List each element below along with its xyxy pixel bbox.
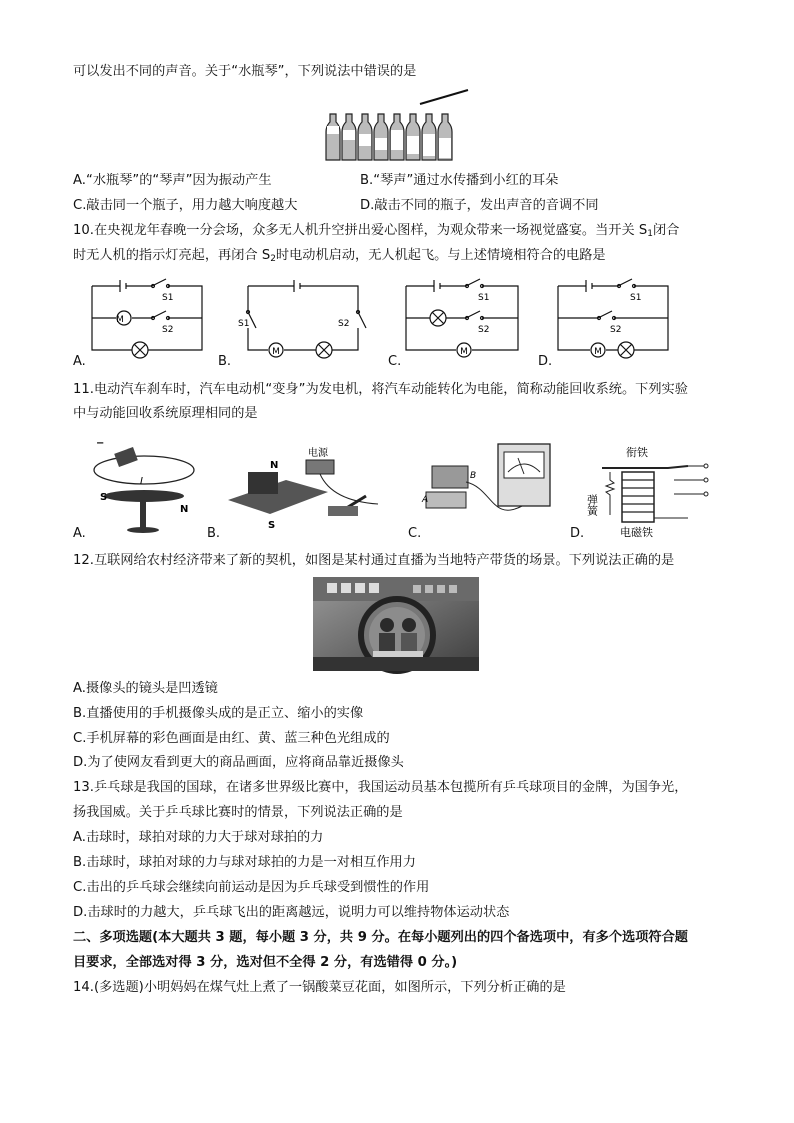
- q12-stem: 12.互联网给农村经济带来了新的契机，如图是某村通过直播为当地特产带货的场景。下列说法正确的是: [73, 553, 675, 568]
- motor-label: M: [460, 347, 468, 357]
- q13-stem-line2: 扬我国威。关于乒乓球比赛时的情景，下列说法正确的是: [73, 805, 403, 820]
- a-label: A: [422, 495, 429, 505]
- s-label: S: [268, 520, 276, 531]
- motor-label: M: [116, 315, 124, 325]
- q11-stem-line2: 中与动能回收系统原理相同的是: [73, 406, 258, 421]
- s2-label: S2: [162, 325, 174, 335]
- s1-label: S1: [630, 293, 642, 303]
- q13-option-b: B.击球时，球拍对球的力与球对球拍的力是一对相互作用力: [73, 855, 416, 870]
- s1-label: S1: [162, 293, 174, 303]
- motor-label: M: [272, 347, 280, 357]
- q13-option-c: C.击出的乒乓球会继续向前运动是因为乒乓球受到惯性的作用: [73, 880, 430, 895]
- q12-option-a: A.摄像头的镜头是凹透镜: [73, 681, 218, 696]
- experiment-d-figure: [585, 444, 716, 540]
- s1-label: S1: [238, 319, 250, 329]
- circuit-a: [92, 276, 204, 362]
- q9-option-d: D.敲击不同的瓶子，发出声音的音调不同: [360, 198, 599, 213]
- q10-label-a: A.: [73, 354, 86, 369]
- armature-label: 衔铁: [626, 446, 648, 459]
- minus-label: −: [96, 438, 105, 449]
- q11-stem-line1: 11.电动汽车刹车时，汽车电动机“变身”为发电机，将汽车动能转化为电能，简称动能回收系统。下列实验: [73, 382, 688, 397]
- q9-option-c: C.敲击同一个瓶子，用力越大响度越大: [73, 198, 298, 213]
- q10-stem-line1: 10.在央视龙年春晚一分会场，众多无人机升空拼出爱心图样，为观众带来一场视觉盛宴。当开关 $S_1$闭合: [73, 223, 680, 239]
- b-label: B: [470, 471, 477, 481]
- experiment-b-figure: [228, 442, 396, 530]
- q11-label-d: D.: [570, 526, 585, 541]
- s2-label: S2: [478, 325, 490, 335]
- q14-stem: 14.(多选题)小明妈妈在煤气灶上煮了一锅酸菜豆花面，如图所示，下列分析正确的是: [73, 980, 566, 995]
- spring-label: 弹簧: [585, 494, 599, 516]
- q10-label-b: B.: [218, 354, 232, 369]
- q10-label-c: C.: [388, 354, 402, 369]
- q11-label-c: C.: [408, 526, 422, 541]
- current-label: I: [140, 476, 143, 487]
- q13-option-a: A.击球时，球拍对球的力大于球对球拍的力: [73, 830, 324, 845]
- q11-label-b: B.: [207, 526, 221, 541]
- q10-stem-line2: 时无人机的指示灯亮起，再闭合 $S_2$时电动机启动，无人机起飞。与上述情境相符合的电路是: [73, 248, 606, 264]
- q11-label-a: A.: [73, 526, 86, 541]
- circuit-b: [238, 276, 370, 362]
- section2-heading-line1: 二、多项选题(本大题共 3 题，每小题 3 分，共 9 分。在每小题列出的四个备选项中，有多个选项符合题: [73, 930, 688, 945]
- electromagnet-label: 电磁铁: [620, 526, 653, 539]
- circuit-c: [406, 276, 520, 362]
- s1-label: S1: [478, 293, 490, 303]
- n-label: N: [180, 504, 189, 515]
- q9-option-b: B.“琴声”通过水传播到小红的耳朵: [360, 173, 559, 188]
- experiment-c-figure: [422, 442, 554, 532]
- water-bottle-figure: [322, 86, 474, 162]
- q9-stem-end: 可以发出不同的声音。关于“水瓶琴”，下列说法中错误的是: [73, 64, 417, 79]
- livestream-photo: [313, 577, 479, 671]
- q13-option-d: D.击球时的力越大，乒乓球飞出的距离越远，说明力可以维持物体运动状态: [73, 905, 510, 920]
- s2-label: S2: [610, 325, 622, 335]
- section2-heading-line2: 目要求，全部选对得 3 分，选对但不全得 2 分，有选错得 0 分。): [73, 955, 458, 970]
- q13-stem-line1: 13.乒乓球是我国的国球，在诸多世界级比赛中，我国运动员基本包揽所有乒乓球项目的金牌，为国争光，: [73, 780, 688, 795]
- q12-option-b: B.直播使用的手机摄像头成的是正立、缩小的实像: [73, 706, 364, 721]
- q10-label-d: D.: [538, 354, 553, 369]
- q9-option-a: A.“水瓶琴”的“琴声”因为振动产生: [73, 173, 272, 188]
- q12-option-c: C.手机屏幕的彩色画面是由红、黄、蓝三种色光组成的: [73, 731, 390, 746]
- motor-label: M: [594, 347, 602, 357]
- power-label: 电源: [308, 448, 328, 459]
- n-label: N: [270, 460, 279, 471]
- s-label: S: [100, 492, 108, 503]
- experiment-a-figure: [88, 434, 200, 536]
- circuit-d: [558, 276, 670, 362]
- q12-option-d: D.为了使网友看到更大的商品画面，应将商品靠近摄像头: [73, 755, 404, 770]
- s2-label: S2: [338, 319, 350, 329]
